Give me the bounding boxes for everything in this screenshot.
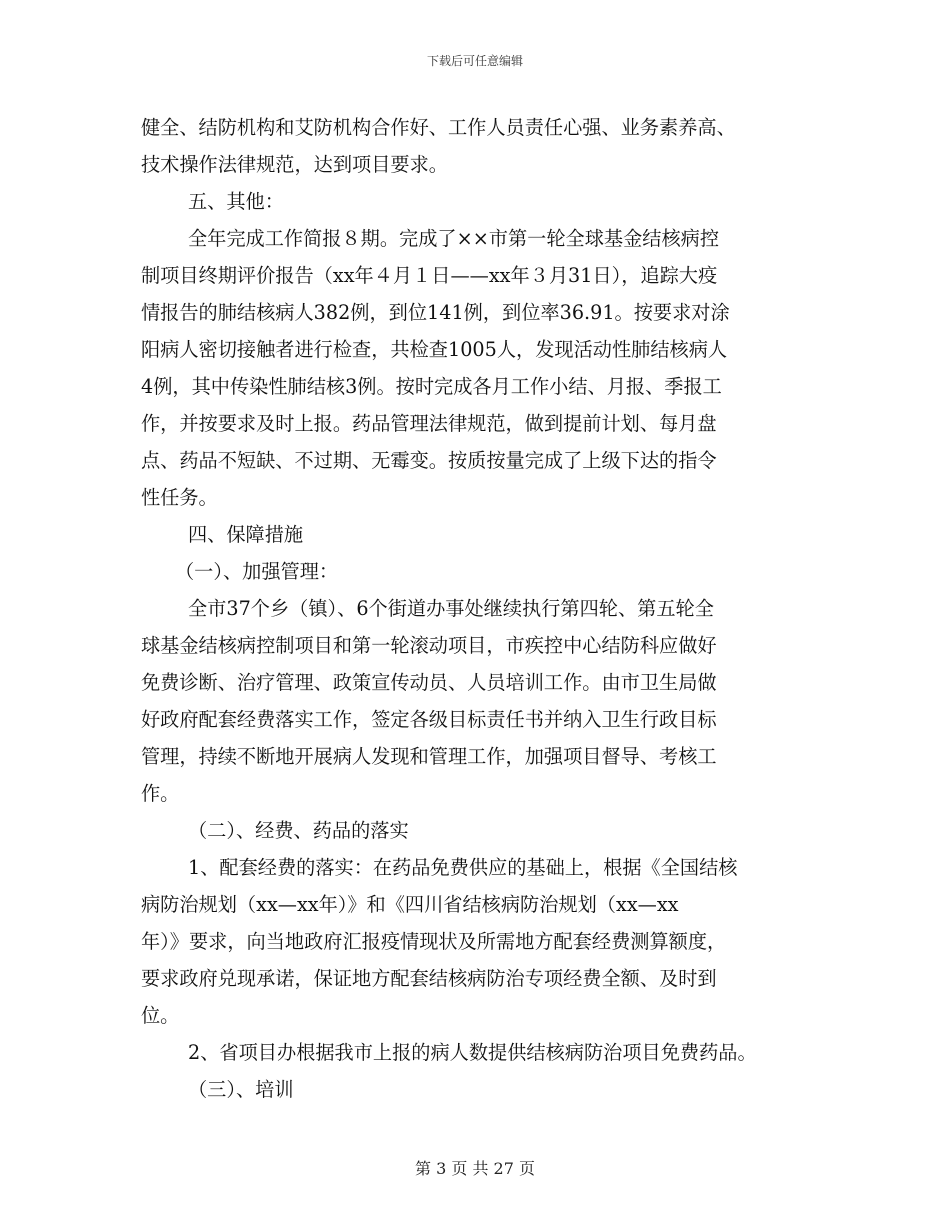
text-line: 1、配套经费的落实：在药品免费供应的基础上，根据《全国结核 xyxy=(188,856,738,879)
section-heading: 五、其他： xyxy=(188,190,284,213)
text-line: 健全、结防机构和艾防机构合作好、工作人员责任心强、业务素养高、 xyxy=(141,116,736,139)
subsection-heading: （三）、培训 xyxy=(188,1078,294,1101)
text-line: 位。 xyxy=(141,1004,180,1027)
text-line: 4例，其中传染性肺结核3例。按时完成各月工作小结、月报、季报工 xyxy=(141,375,722,398)
page-header: 下载后可任意编辑 xyxy=(426,54,523,68)
text-line: 球基金结核病控制项目和第一轮滚动项目，市疾控中心结防科应做好 xyxy=(141,634,717,657)
text-line: 要求政府兑现承诺，保证地方配套结核病防治专项经费全额、及时到 xyxy=(141,967,717,990)
text-line: 好政府配套经费落实工作，签定各级目标责任书并纳入卫生行政目标 xyxy=(141,708,717,731)
text-line: 作。 xyxy=(141,782,180,805)
subsection-heading: （一）、加强管理： xyxy=(175,560,339,583)
text-line: 点、药品不短缺、不过期、无霉变。按质按量完成了上级下达的指令 xyxy=(141,449,717,472)
subsection-heading: （二）、经费、药品的落实 xyxy=(188,819,409,842)
text-line: 年）》要求，向当地政府汇报疫情现状及所需地方配套经费测算额度， xyxy=(141,930,727,953)
text-line: 作，并按要求及时上报。药品管理法律规范，做到提前计划、每月盘 xyxy=(141,412,717,435)
text-line: 技术操作法律规范，达到项目要求。 xyxy=(141,153,448,176)
text-line: 管理，持续不断地开展病人发现和管理工作，加强项目督导、考核工 xyxy=(141,745,717,768)
text-line: 制项目终期评价报告（xx年４月１日——xx年３月31日），追踪大疫 xyxy=(141,264,718,287)
text-line: 2、省项目办根据我市上报的病人数提供结核病防治项目免费药品。 xyxy=(188,1041,757,1064)
page-footer: 第 3 页 共 27 页 xyxy=(415,1159,535,1178)
text-line: 全年完成工作简报８期。完成了××市第一轮全球基金结核病控 xyxy=(188,227,720,250)
section-heading: 四、保障措施 xyxy=(188,523,304,546)
text-line: 病防治规划（xx—xx年）》和《四川省结核病防治规划（xx—xx xyxy=(141,893,679,916)
text-line: 全市37个乡（镇）、6个街道办事处继续执行第四轮、第五轮全 xyxy=(188,597,714,620)
text-line: 阳病人密切接触者进行检查，共检查1005人，发现活动性肺结核病人 xyxy=(141,338,728,361)
text-line: 情报告的肺结核病人382例，到位141例，到位率36.91。按要求对涂 xyxy=(141,301,730,324)
text-line: 免费诊断、治疗管理、政策宣传动员、人员培训工作。由市卫生局做 xyxy=(141,671,717,694)
text-line: 性任务。 xyxy=(141,486,218,509)
